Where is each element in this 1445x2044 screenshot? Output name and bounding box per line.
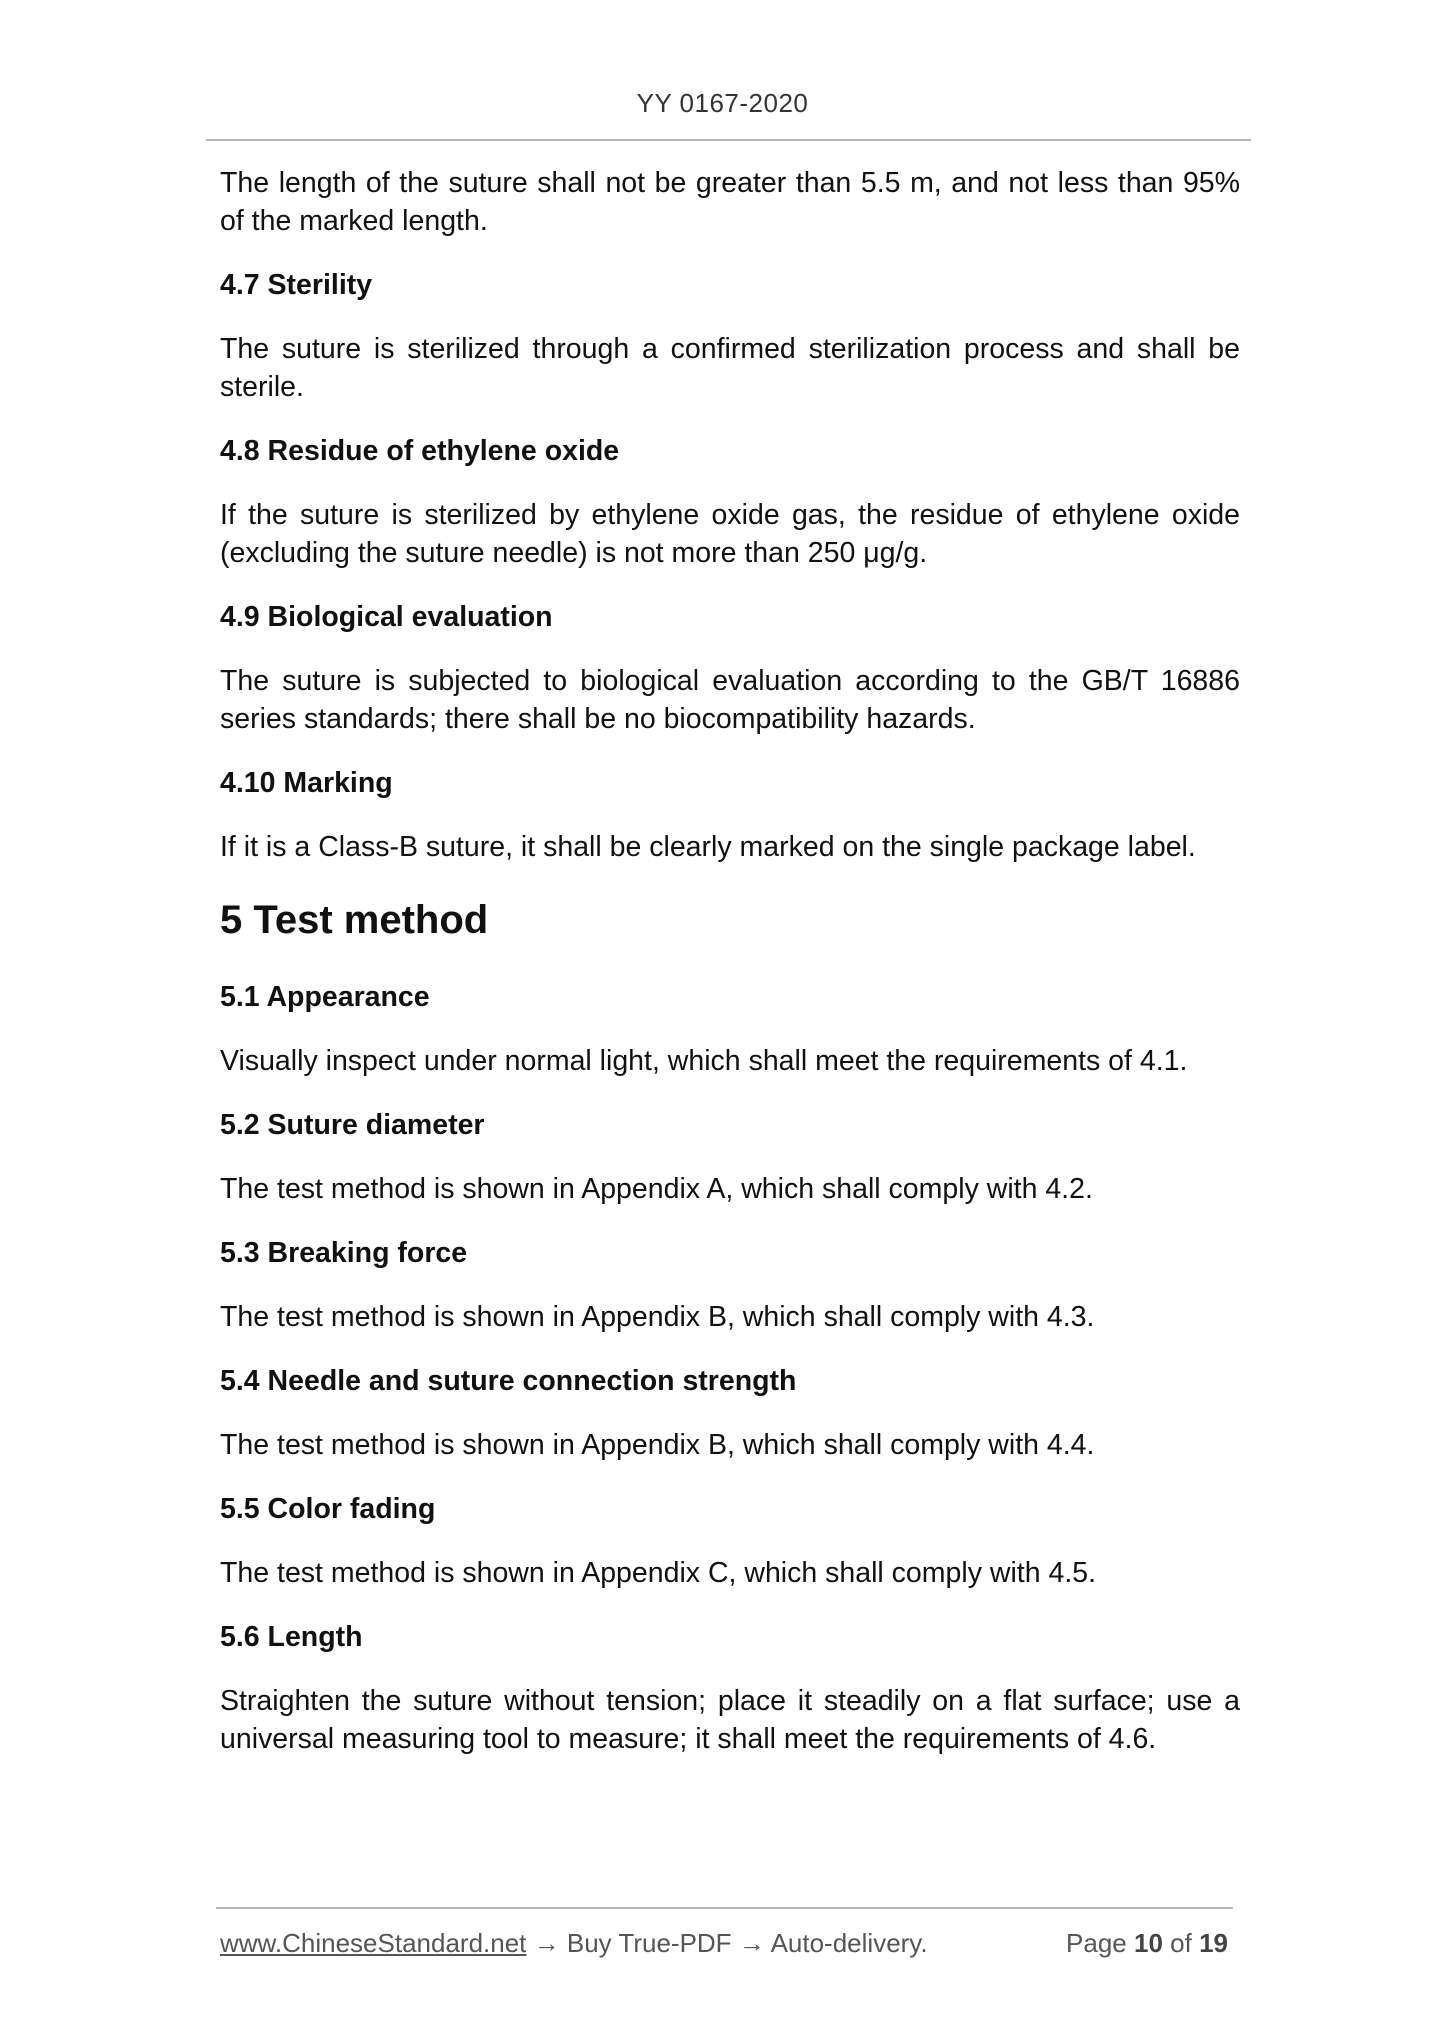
paragraph-5-3: The test method is shown in Appendix B, which shall comply with 4.3.	[220, 1301, 1095, 1333]
footer-tagline: → Buy True-PDF → Auto-delivery.	[526, 1928, 928, 1958]
heading-5-2: 5.2 Suture diameter	[220, 1109, 485, 1141]
heading-4-9: 4.9 Biological evaluation	[220, 601, 553, 633]
paragraph-4-9: The suture is subjected to biological evaluation according to the GB/T 16886 series standards; there shall be no biocompatibility hazards.	[220, 665, 1240, 735]
heading-5-4: 5.4 Needle and suture connection strength	[220, 1365, 797, 1397]
heading-4-10: 4.10 Marking	[220, 767, 393, 799]
section-heading-5: 5 Test method	[220, 898, 489, 942]
paragraph-4-10: If it is a Class-B suture, it shall be clearly marked on the single package label.	[220, 831, 1196, 863]
paragraph-5-6: Straighten the suture without tension; place it steadily on a flat surface; use a universal measuring tool to measure; it shall meet the requirements of 4.6.	[220, 1685, 1240, 1755]
of-word: of	[1170, 1928, 1192, 1958]
heading-5-5: 5.5 Color fading	[220, 1493, 436, 1525]
page-word: Page	[1066, 1928, 1127, 1958]
paragraph-5-2: The test method is shown in Appendix A, which shall comply with 4.2.	[220, 1173, 1093, 1205]
paragraph-4-7: The suture is sterilized through a confirmed sterilization process and shall be sterile.	[220, 333, 1240, 403]
paragraph-4-8: If the suture is sterilized by ethylene oxide gas, the residue of ethylene oxide (excluding the suture needle) is not more than 250 μg/g.	[220, 499, 1240, 569]
page-indicator	[1066, 1926, 1228, 1960]
footer-promo	[220, 1926, 928, 1960]
footer-divider	[216, 1907, 1233, 1909]
page-body	[220, 164, 1240, 1784]
heading-4-8: 4.8 Residue of ethylene oxide	[220, 435, 620, 467]
current-page-number: 10	[1134, 1928, 1163, 1958]
paragraph-5-5: The test method is shown in Appendix C, which shall comply with 4.5.	[220, 1557, 1097, 1589]
heading-5-1: 5.1 Appearance	[220, 981, 430, 1013]
document-id-header: YY 0167-2020	[636, 88, 809, 118]
website-link[interactable]: www.ChineseStandard.net	[220, 1928, 527, 1958]
paragraph-5-1: Visually inspect under normal light, which shall meet the requirements of 4.1.	[220, 1045, 1188, 1077]
heading-5-6: 5.6 Length	[220, 1621, 363, 1653]
header-divider	[206, 139, 1251, 141]
heading-4-7: 4.7 Sterility	[220, 269, 373, 301]
total-page-count: 19	[1199, 1928, 1228, 1958]
paragraph-length-requirement: The length of the suture shall not be greater than 5.5 m, and not less than 95% of the marked length.	[220, 167, 1240, 237]
heading-5-3: 5.3 Breaking force	[220, 1237, 468, 1269]
paragraph-5-4: The test method is shown in Appendix B, which shall comply with 4.4.	[220, 1429, 1095, 1461]
